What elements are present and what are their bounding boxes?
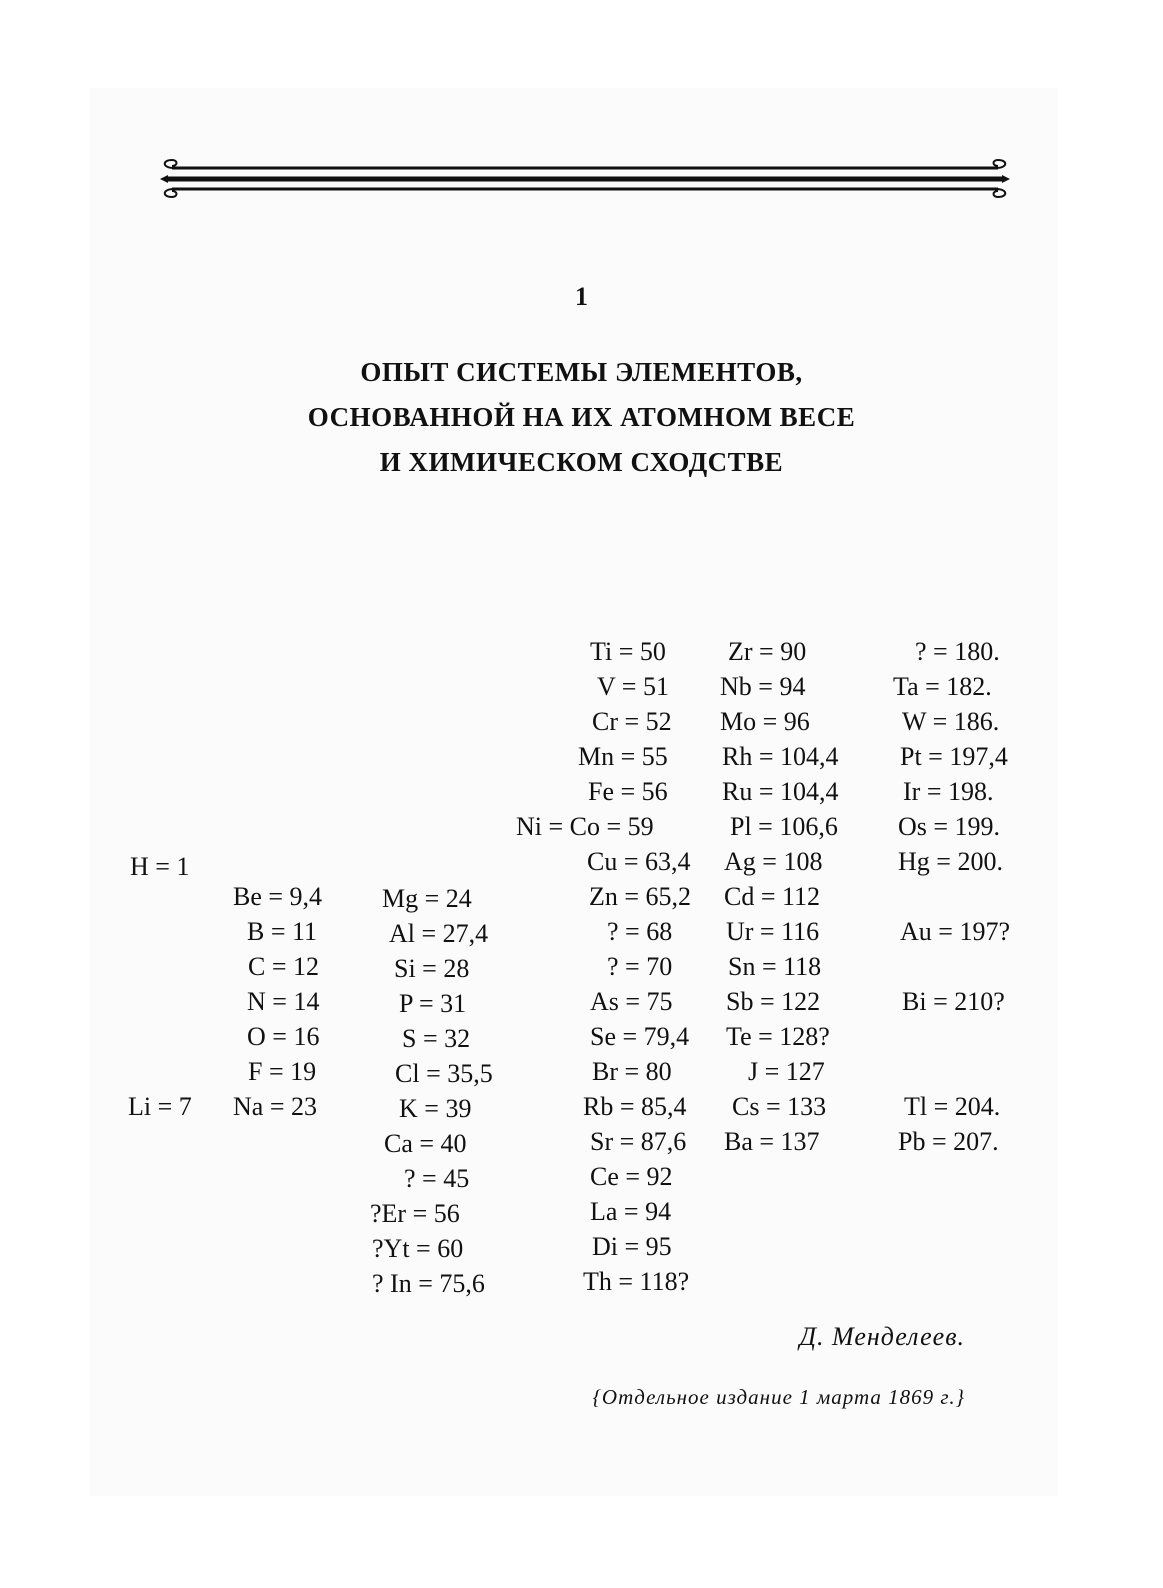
element-entry: Nb = 94 bbox=[720, 672, 806, 701]
element-entry: Th = 118? bbox=[583, 1267, 690, 1296]
element-entry: H = 1 bbox=[130, 852, 190, 881]
element-entry: Zn = 65,2 bbox=[589, 882, 692, 911]
element-entry: Zr = 90 bbox=[728, 637, 807, 666]
element-entry: Ce = 92 bbox=[590, 1162, 673, 1191]
element-entry: Hg = 200. bbox=[898, 847, 1003, 876]
element-entry: Ur = 116 bbox=[726, 917, 820, 946]
element-entry: ? = 68 bbox=[607, 917, 673, 946]
element-entry: ? = 45 bbox=[404, 1164, 470, 1193]
element-entry: O = 16 bbox=[247, 1022, 320, 1051]
element-entry: Cd = 112 bbox=[724, 882, 821, 911]
element-entry: Cu = 63,4 bbox=[587, 847, 691, 876]
element-entry: Ru = 104,4 bbox=[722, 777, 839, 806]
element-entry: Fe = 56 bbox=[588, 777, 668, 806]
element-entry: Di = 95 bbox=[592, 1232, 672, 1261]
element-entry: Ag = 108 bbox=[724, 847, 823, 876]
element-entry: Mo = 96 bbox=[720, 707, 810, 736]
element-entry: F = 19 bbox=[248, 1057, 317, 1086]
element-entry: Cs = 133 bbox=[732, 1092, 827, 1121]
element-entry: B = 11 bbox=[247, 917, 318, 946]
element-entry: Na = 23 bbox=[233, 1092, 317, 1121]
element-entry: Pt = 197,4 bbox=[900, 742, 1008, 771]
element-entry: Tl = 204. bbox=[904, 1092, 1001, 1121]
element-entry: Os = 199. bbox=[898, 812, 1001, 841]
element-entry: K = 39 bbox=[399, 1094, 472, 1123]
element-entry: Sr = 87,6 bbox=[590, 1127, 687, 1156]
element-entry: As = 75 bbox=[590, 987, 673, 1016]
element-entry: V = 51 bbox=[597, 672, 669, 701]
title-line: ОСНОВАННОЙ НА ИХ АТОМНОМ ВЕСЕ bbox=[307, 402, 856, 432]
element-entry: Mg = 24 bbox=[382, 884, 472, 913]
element-entry: S = 32 bbox=[402, 1024, 471, 1053]
element-entry: C = 12 bbox=[248, 952, 320, 981]
element-entry: Ta = 182. bbox=[893, 672, 992, 701]
element-entry: Rb = 85,4 bbox=[583, 1092, 687, 1121]
element-entry: Ba = 137 bbox=[724, 1127, 820, 1156]
element-entry: Mn = 55 bbox=[578, 742, 668, 771]
element-entry: W = 186. bbox=[902, 707, 1000, 736]
element-entry: Ni = Co = 59 bbox=[516, 812, 654, 841]
element-entry: Cl = 35,5 bbox=[395, 1059, 493, 1088]
edition-note: {Отдельное издание 1 марта 1869 г.} bbox=[592, 1385, 965, 1409]
element-entry: Rh = 104,4 bbox=[722, 742, 839, 771]
element-entry: Cr = 52 bbox=[592, 707, 672, 736]
element-entry: Ir = 198. bbox=[903, 777, 994, 806]
element-entry: ? = 70 bbox=[607, 952, 673, 981]
element-entry: ?Er = 56 bbox=[370, 1199, 460, 1228]
element-entry: Be = 9,4 bbox=[233, 882, 323, 911]
element-entry: Ca = 40 bbox=[384, 1129, 467, 1158]
element-entry: ? = 180. bbox=[915, 637, 1000, 666]
element-entry: J = 127 bbox=[748, 1057, 825, 1086]
title-line: ОПЫТ СИСТЕМЫ ЭЛЕМЕНТОВ, bbox=[360, 357, 803, 387]
element-entry: Pb = 207. bbox=[898, 1127, 999, 1156]
element-entry: Te = 128? bbox=[726, 1022, 830, 1051]
author-signature: Д. Менделеев. bbox=[799, 1322, 965, 1351]
element-entry: N = 14 bbox=[247, 987, 320, 1016]
element-entry: Pl = 106,6 bbox=[730, 812, 838, 841]
title-line: И ХИМИЧЕСКОМ СХОДСТВЕ bbox=[379, 447, 784, 477]
element-entry: La = 94 bbox=[590, 1197, 672, 1226]
element-entry: ?Yt = 60 bbox=[372, 1234, 464, 1263]
element-entry: ? In = 75,6 bbox=[372, 1269, 485, 1298]
element-entry: Ti = 50 bbox=[590, 637, 666, 666]
element-entry: Li = 7 bbox=[128, 1092, 192, 1121]
element-entry: P = 31 bbox=[399, 989, 467, 1018]
element-entry: Au = 197? bbox=[900, 917, 1010, 946]
element-entry: Sn = 118 bbox=[728, 952, 822, 981]
element-entry: Se = 79,4 bbox=[590, 1022, 690, 1051]
chapter-number: 1 bbox=[575, 282, 588, 311]
element-entry: Br = 80 bbox=[592, 1057, 672, 1086]
element-entry: Al = 27,4 bbox=[389, 919, 489, 948]
element-entry: Sb = 122 bbox=[726, 987, 821, 1016]
element-entry: Bi = 210? bbox=[902, 987, 1005, 1016]
element-entry: Si = 28 bbox=[394, 954, 470, 983]
